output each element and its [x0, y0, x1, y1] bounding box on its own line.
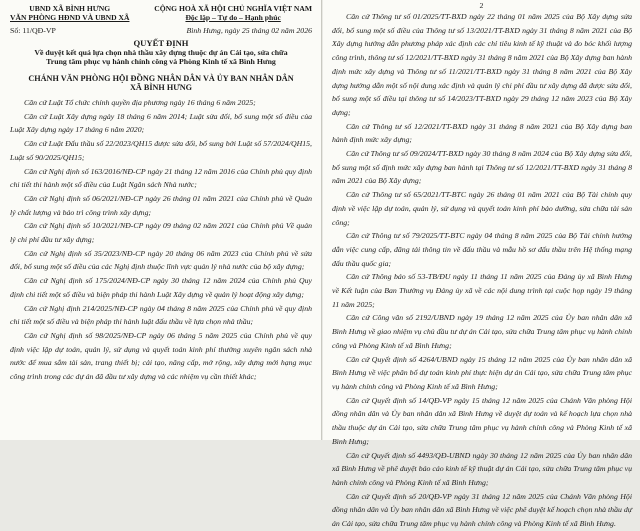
authority-line-1: CHÁNH VĂN PHÒNG HỘI ĐỒNG NHÂN DÂN VÀ ỦY BAN NHÂN DÂN [28, 73, 294, 83]
legal-basis-paragraph: Căn cứ Thông tư số 12/2021/TT-BXD ngày 31 tháng 8 năm 2021 của Bộ Xây dựng ban hành định mức xây dựng; [332, 121, 632, 145]
subject-line-2: Trung tâm phục vụ hành chính công và Phòng Kinh tế xã Bình Hưng [46, 57, 276, 67]
legal-basis-paragraph: Căn cứ Thông tư số 09/2024/TT-BXD ngày 30 tháng 8 năm 2024 của Bộ Xây dựng sửa đổi, bổ sung một số định mức xây dựng ban hành tại Thông tư số 12/2021/TT-BXD ngày 31 tháng 8 năm 2021 của Bộ Xây dựng; [332, 149, 632, 186]
legal-basis-paragraph: Căn cứ Nghị định số 175/2024/NĐ-CP ngày 30 tháng 12 năm 2024 của Chính phủ Quy định chi tiết một số điều và biện pháp thi hành Luật Xây dựng về quản lý hoạt động xây dựng; [10, 276, 312, 299]
page-number: 2 [479, 1, 484, 10]
legal-basis-paragraph: Căn cứ Luật Xây dựng ngày 18 tháng 6 năm 2014; Luật sửa đổi, bổ sung một số điều của Luật Xây dựng ngày 17 tháng 6 năm 2020; [10, 111, 312, 135]
legal-basis-paragraph: Căn cứ Nghị định số 98/2025/NĐ-CP ngày 06 tháng 5 năm 2025 của Chính phủ về quy định việc lập dự toán, quản lý, sử dụng và quyết toán kinh phí thường xuyên ngân sách nhà nước để mua sắm tài sản, trang thiết bị; cải tạo, nâng cấp, mở rộng, xây dựng mới hạng mục công trình trong các dự án đã đầu tư xây dựng và các nhiệm vụ cần thiết khác; [10, 330, 312, 382]
document-type: QUYẾT ĐỊNH [133, 38, 189, 48]
document-header [10, 4, 312, 22]
national-motto-block [154, 4, 312, 22]
legal-basis-paragraph: Căn cứ Nghị định số 10/2021/NĐ-CP ngày 09 tháng 02 năm 2021 của Chính phủ Về quản lý chi phí đầu tư xây dựng; [10, 221, 312, 245]
legal-basis-paragraph: Căn cứ Thông tư số 65/2021/TT-BTC ngày 26 tháng 01 năm 2021 của Bộ Tài chính quy định về việc lập dự toán, quản lý, sử dụng và quyết toán kinh phí bảo dưỡng, sửa chữa tài sản công; [332, 190, 632, 227]
place-date: Bình Hưng, ngày 25 tháng 02 năm 2026 [186, 26, 312, 35]
document-meta [10, 26, 312, 35]
subject-line-1: Về duyệt kết quả lựa chọn nhà thầu xây dựng thuộc dự án Cải tạo, sửa chữa [34, 48, 288, 57]
agency-line-2: VĂN PHÒNG HĐND VÀ UBND XÃ [10, 13, 130, 22]
legal-basis-paragraph: Căn cứ Luật Tổ chức chính quyền địa phương ngày 16 tháng 6 năm 2025; [24, 98, 256, 107]
nation-line-2: Độc lập – Tự do – Hạnh phúc [185, 13, 281, 22]
document-number: Số: 11/QĐ-VP [10, 26, 56, 35]
legal-basis-paragraph: Căn cứ Nghị định số 06/2021/NĐ-CP ngày 26 tháng 01 năm 2021 của Chính phủ về Quản lý chất lượng và bảo trì công trình xây dựng; [10, 193, 312, 217]
document-page-2 [323, 0, 640, 529]
legal-basis-paragraph: Căn cứ Nghị định số 35/2023/NĐ-CP ngày 20 tháng 06 năm 2023 của Chính phủ về sửa đổi, bổ sung một số điều của các Nghị định thuộc lĩnh vực quản lý nhà nước của bộ xây dựng; [10, 248, 312, 272]
document-page-1 [0, 0, 322, 440]
authority-line-2: XÃ BÌNH HƯNG [129, 83, 192, 93]
legal-basis-paragraph: Căn cứ Công văn số 2192/UBND ngày 19 tháng 12 năm 2025 của Ủy ban nhân dân xã Bình Hưng về giao nhiệm vụ chủ đầu tư dự án Cải tạo, sửa chữa Trung tâm phục vụ hành chính công và Phòng Kinh tế xã Bình Hưng; [332, 313, 632, 350]
agency-block [10, 4, 129, 22]
legal-basis-paragraph: Căn cứ Quyết định số 4264/UBND ngày 15 tháng 12 năm 2025 của Ủy ban nhân dân xã Bình Hưng về việc phân bổ dự toán kinh phí thực hiện dự án Cải tạo, sửa chữa Trung tâm phục vụ hành chính công và Phòng Kinh tế xã Bình Hưng; [332, 354, 632, 391]
nation-line-1: CỘNG HOÀ XÃ HỘI CHỦ NGHĨA VIỆT NAM [154, 4, 312, 13]
legal-basis-paragraph: Căn cứ Luật Đấu thầu số 22/2023/QH15 được sửa đổi, bổ sung bởi Luật số 57/2024/QH15, Luật số 90/2025/QH15; [10, 139, 312, 162]
legal-basis-paragraph: Căn cứ Quyết định số 4493/QĐ-UBND ngày 30 tháng 12 năm 2025 của Ủy ban nhân dân xã Bình Hưng về phê duyệt báo cáo kinh tế kỹ thuật dự án Cải tạo, sửa chữa Trung tâm phục vụ hành chính công và Phòng Kinh tế xã Bình Hưng; [332, 450, 632, 487]
issuing-authority [10, 74, 312, 93]
legal-basis-paragraph: Căn cứ Quyết định số 14/QĐ-VP ngày 15 tháng 12 năm 2025 của Chánh Văn phòng Hội đồng nhân dân và Ủy ban nhân dân xã Bình Hưng về duyệt dự toán và kế hoạch lựa chọn nhà thầu thuộc dự án Cải tạo, sửa chữa Trung tâm phục vụ hành chính công và Phòng Kinh tế xã Bình Hưng; [332, 395, 632, 446]
legal-basis-paragraph: Căn cứ Thông báo số 53-TB/ĐU ngày 11 tháng 11 năm 2025 của Đảng ủy xã Bình Hưng về Kết luận của Ban Thường vụ Đảng ủy xã về các nội dung trình tại cuộc họp ngày 19 tháng 11 năm 2025; [332, 272, 632, 309]
legal-basis-paragraph: Căn cứ Thông tư số 79/2025/TT-BTC ngày 04 tháng 8 năm 2025 của Bộ Tài chính hướng dẫn việc cung cấp, đăng tải thông tin về đấu thầu và mẫu hồ sơ đấu thầu trên Hệ thống mạng đấu thầu quốc gia; [332, 231, 632, 268]
legal-basis-paragraph: Căn cứ Nghị định số 163/2016/NĐ-CP ngày 21 tháng 12 năm 2016 của Chính phủ quy định chi tiết thi hành một số điều của Luật Ngân sách Nhà nước; [10, 166, 312, 190]
legal-basis-paragraph: Căn cứ Quyết định số 20/QĐ-VP ngày 31 tháng 12 năm 2025 của Chánh Văn phòng Hội đồng nhân dân và Ủy ban nhân dân xã Bình Hưng về việc phê duyệt kế hoạch chọn nhà thầu dự án Cải tạo, sửa chữa Trung tâm phục vụ hành chính công và Phòng Kinh tế xã Bình Hưng. [332, 491, 632, 529]
legal-basis-paragraph: Căn cứ Nghị định 214/2025/NĐ-CP ngày 04 tháng 8 năm 2025 của Chính phủ về quy định chi tiết một số điều và biện pháp thi hành luật đấu thầu về lựa chọn nhà thầu; [10, 303, 312, 327]
legal-basis-paragraph: Căn cứ Thông tư số 01/2025/TT-BXD ngày 22 tháng 01 năm 2025 của Bộ Xây dựng sửa đổi, bổ sung một số điều của Thông tư số 13/2021/TT-BXD ngày 31 tháng 8 năm 2021 của Bộ Xây dựng hướng dẫn phương pháp xác định các chỉ tiêu kinh tế kỹ thuật và đo bóc khối lượng công trình, thông tư số 12/2021/TT-BXD ngày 31 tháng 8 năm 2021 của Bộ Xây dựng ban hành định mức xây dựng và Thông tư số 11/2021/TT-BXD ngày 31 tháng 8 năm 2021 của Bộ Xây dựng hướng dẫn một số nội dung xác định và quản lý chi phí đầu tư xây dựng đã được sửa đổi, bổ sung một số điều tại thông tư số 14/2023/TT-BXD ngày 29 tháng 12 năm 2023 của Bộ Xây dựng; [332, 12, 632, 117]
agency-line-1: UBND XÃ BÌNH HƯNG [29, 4, 111, 13]
